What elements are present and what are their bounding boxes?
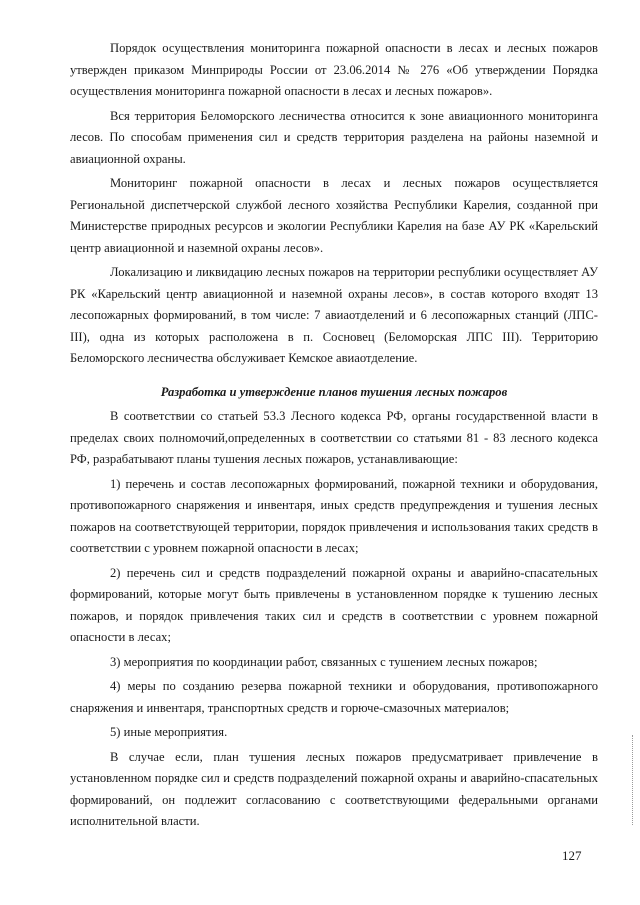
paragraph-localization: Локализацию и ликвидацию лесных пожаров на территории республики осуществляет АУ РК «Карельский центр авиационной и наземной охраны лесов», в состав которого входят 13 лесопожарных формирований, в том числе: 7 авиаотделений и 6 лесопожарных станций (ЛПС-III), одна из которых расположена в п. Сосновец (Беломорская ЛПС III). Территорию Беломорского лесничества обслуживает Кемское авиаотделение.	[70, 265, 598, 365]
page-number: 127	[562, 848, 582, 863]
list-item-3: 3) мероприятия по координации работ, связанных с тушением лесных пожаров;	[110, 654, 538, 669]
paragraph-coordination: В случае если, план тушения лесных пожаров предусматривает привлечение в установленном порядке сил и средств подразделений пожарной охраны и аварийно-спасательных формирований, он подлежит согласованию с соответствующими федеральными органами исполнительной власти.	[70, 749, 598, 828]
list-item-2: 2) перечень сил и средств подразделений пожарной охраны и аварийно-спасательных формирований, которые могут быть привлечены в установленном порядке к тушению лесных пожаров, и порядок привлечения таких сил и средств в соответствии с уровнем пожарной опасности в лесах;	[70, 565, 598, 644]
paragraph-territory: Вся территория Беломорского лесничества относится к зоне авиационного мониторинга лесов. По способам применения сил и средств территория разделена на районы наземной и авиационной охраны.	[70, 108, 598, 166]
document-body	[70, 38, 598, 836]
list-item-5: 5) иные мероприятия.	[110, 725, 228, 739]
paragraph-forest-code: В соответствии со статьей 53.3 Лесного кодекса РФ, органы государственной власти в пределах своих полномочий,определенных в соответствии со статьями 81 - 83 лесного кодекса РФ, разрабатывают планы тушения лесных пожаров, устанавливающие:	[70, 409, 598, 466]
list-item-1: 1) перечень и состав лесопожарных формирований, пожарной техники и оборудования, противопожарного снаряжения и инвентаря, иных средств предупреждения и тушения лесных пожаров на соответствующей территории, порядок привлечения и использования таких средств в соответствии с уровнем пожарной опасности в лесах;	[70, 476, 598, 555]
paragraph-dispatch-service: Мониторинг пожарной опасности в лесах и лесных пожаров осуществляется Региональной диспетчерской службой лесного хозяйства Республики Карелия, созданной при Министерстве природных ресурсов и экологии Республики Карелия на базе АУ РК «Карельский центр авиационной и наземной охраны лесов».	[70, 176, 598, 255]
section-heading: Разработка и утверждение планов тушения лесных пожаров	[160, 384, 508, 399]
scan-edge-mark	[632, 735, 634, 825]
list-item-4: 4) меры по созданию резерва пожарной техники и оборудования, противопожарного снаряжения и инвентаря, транспортных средств и горюче-смазочных материалов;	[70, 679, 598, 715]
paragraph-monitoring-order: Порядок осуществления мониторинга пожарной опасности в лесах и лесных пожаров утвержден приказом Минприроды России от 23.06.2014 № 276 «Об утверждении Порядка осуществления мониторинга пожарной опасности в лесах и лесных пожаров».	[70, 41, 598, 98]
